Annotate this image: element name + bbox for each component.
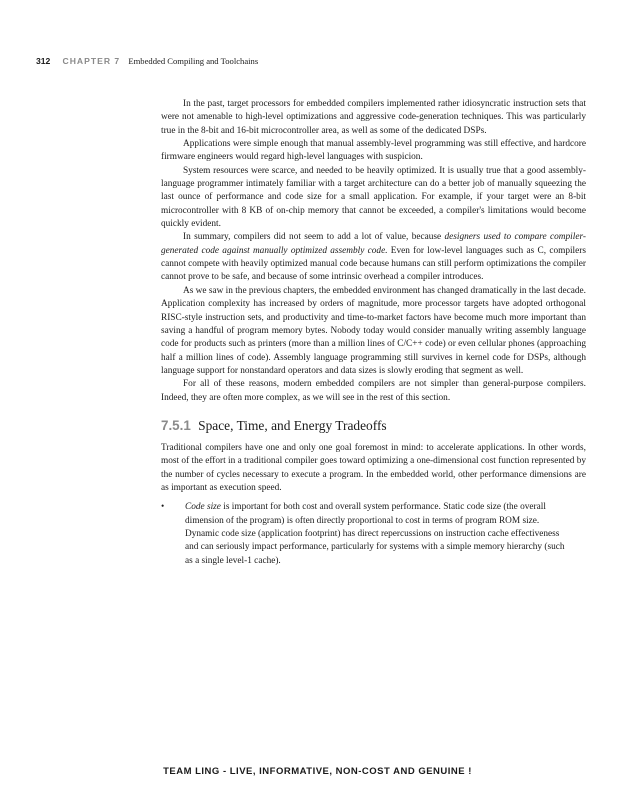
bullet-text: is important for both cost and overall system performance. Static code size (the overall dimension of the program) is often directly proportional to cost in terms of program ROM size. Dynamic code size (application footprint) has direct repercussions on instruction cache effectiveness and can seriously impact performance, particularly for systems with a simple memory hierarchy (such as a single level-1 cache). xyxy=(185,502,565,566)
paragraph: For all of these reasons, modern embedded compilers are not simpler than general-purpose compilers. Indeed, they are often more complex, as we will see in the rest of this section. xyxy=(161,379,586,403)
section-heading xyxy=(161,418,586,434)
section-intro: Traditional compilers have one and only one goal foremost in mind: to accelerate applications. In other words, most of the effort in a traditional compiler goes toward optimizing a one-dimensional cost function represented by the number of cycles necessary to execute a program. In the embedded world, other performance dimensions are as important as execution speed. xyxy=(161,442,586,493)
bullet-icon: • xyxy=(161,502,165,513)
chapter-label: CHAPTER 7 xyxy=(62,56,121,66)
list-item xyxy=(161,501,573,568)
body-text xyxy=(161,98,586,568)
paragraph-text: Even for low-level languages such as C, compilers cannot compete with heavily optimized manual code because humans can still perform optimizations the compiler cannot prove to be safe, and because of some intrinsic overhead a compiler introduces. xyxy=(161,245,586,283)
section-title: Space, Time, and Energy Tradeoffs xyxy=(198,417,387,433)
paragraph xyxy=(161,231,586,284)
paragraph: System resources were scarce, and needed to be heavily optimized. It is usually true that a good assembly-language programmer intimately familiar with a target architecture can do a better job of manually squeezing the last ounce of performance and code size for a small application. For example, if your target were an 8-bit microcontroller with 8 KB of on-chip memory that cannot be exceeded, a compiler's limitations would become quickly evident. xyxy=(161,165,586,230)
emphasis-text: designers used to compare compiler-generated code against manually optimized assembly code. xyxy=(161,232,586,256)
paragraph: In the past, target processors for embedded compilers implemented rather idiosyncratic instruction sets that were not amenable to high-level optimizations and aggressive code-generation techniques. This was particularly true in the 8-bit and 16-bit microcontroller area, as well as some of the dedicated DSPs. xyxy=(161,99,586,136)
footer-banner: TEAM LING - LIVE, INFORMATIVE, NON-COST AND GENUINE ! xyxy=(163,766,472,777)
paragraph: As we saw in the previous chapters, the embedded environment has changed dramatically in the last decade. Application complexity has increased by orders of magnitude, more processor targets have adopted orthogonal RISC-style instruction sets, and productivity and time-to-market factors have become much more important than saving a handful of program memory bytes. Nobody today would consider manually writing assembly language code for products such as printers (more than a million lines of C/C++ code) or even cellular phones (approaching half a million lines of code). Assembly language programming still survives in kernel code for DSPs, although language support for nonstandard operators and data sizes is slowly eroding that segment as well. xyxy=(161,285,586,376)
bullet-term: Code size xyxy=(185,502,221,513)
paragraph: Applications were simple enough that manual assembly-level programming was still effective, and hardcore firmware engineers would regard high-level languages with suspicion. xyxy=(161,139,586,163)
running-header xyxy=(36,56,258,66)
paragraph-text: In summary, compilers did not seem to add a lot of value, because xyxy=(183,232,445,243)
section-number: 7.5.1 xyxy=(161,417,191,433)
chapter-title: Embedded Compiling and Toolchains xyxy=(128,56,259,66)
page-number: 312 xyxy=(36,56,51,66)
